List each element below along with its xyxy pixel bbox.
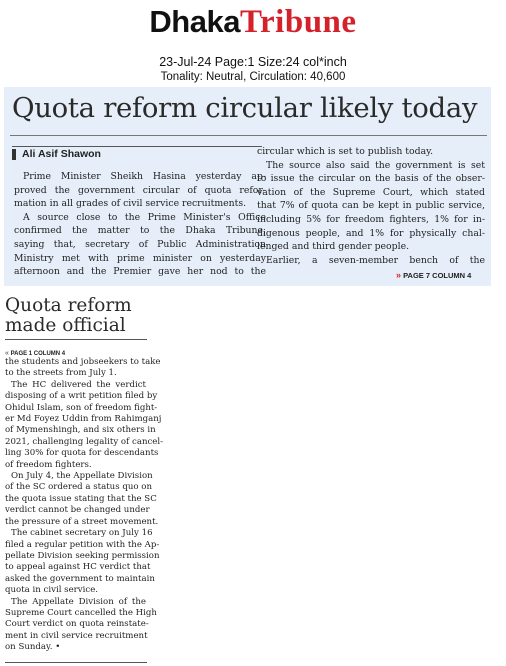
continuation-headline [5, 296, 132, 336]
body-line: saying that, secretary of Public Administration [14, 238, 266, 250]
masthead-dhaka: Dhaka [149, 4, 240, 39]
body-line: filed a regular petition with the Ap- [5, 539, 160, 550]
body-line: the pressure of a street movement. [5, 516, 159, 527]
body-line: asked the government to maintain [5, 573, 155, 584]
chevron-right-icon: » [396, 270, 402, 280]
body-line: quota in civil service. [5, 585, 99, 596]
body-line: on Sunday. • [5, 642, 61, 653]
continuation-column [5, 357, 164, 654]
body-line: the quota issue stating that the SC [5, 493, 157, 504]
body-line: to appeal against HC verdict that [5, 562, 151, 573]
body-line: lenged and third gender people. [257, 241, 410, 253]
jump-reference [396, 270, 471, 280]
body-line: 2021, challenging legality of cancel- [5, 436, 164, 447]
body-line: ling 30% for quota for descendants [5, 448, 159, 459]
body-line: Court verdict on quota reinstate- [5, 619, 149, 630]
body-line: the students and jobseekers to take [5, 357, 161, 367]
body-line: of freedom fighters. [5, 459, 92, 470]
article-headline: Quota reform circular likely today [12, 92, 478, 124]
body-line: of the SC ordered a status quo on [5, 482, 153, 493]
byline-author: Ali Asif Shawon [22, 148, 101, 160]
body-line: to issue the circular on the basis of the obser- [257, 173, 485, 185]
continuation-end-rule [5, 662, 147, 663]
byline [12, 146, 262, 162]
body-line: Prime Minister Sheikh Hasina yesterday ap- [23, 171, 266, 182]
body-line: The cabinet secretary on July 16 [11, 528, 153, 539]
body-line: Earlier, a seven-member bench of the [266, 254, 485, 266]
continuation-rule [5, 339, 147, 340]
body-line: confirmed the matter to the Dhaka Tribune, [14, 225, 266, 237]
continuation-headline-line: made official [5, 315, 126, 336]
body-line: The Appellate Division of the [11, 596, 146, 607]
body-line: Ohidul Islam, son of freedom fight- [5, 402, 158, 413]
article-column-1 [14, 170, 266, 279]
continued-from-reference [5, 350, 65, 357]
body-line: Supreme Court cancelled the High [5, 607, 157, 618]
body-line: of Mymenshingh, and six others in [5, 425, 156, 436]
body-line: digenous people, and 1% for physically chal- [257, 227, 485, 239]
masthead-tribune: Tribune [239, 4, 357, 40]
clip-meta-date-page: 23-Jul-24 Page:1 Size:24 col*inch [159, 55, 347, 69]
body-line: er Md Foyez Uddin from Rahimganj [5, 414, 162, 425]
body-line: to the streets from July 1. [5, 368, 117, 379]
clip-meta-tonality: Tonality: Neutral, Circulation: 40,600 [160, 71, 346, 83]
body-line: On July 4, the Appellate Division [11, 471, 153, 482]
body-line: The source also said the government is set [266, 159, 485, 171]
body-line: that 7% of quota can be kept in public service, [257, 200, 485, 212]
masthead-logo [0, 6, 506, 39]
body-line: including 5% for freedom fighters, 1% for in- [257, 213, 485, 225]
body-line: ment in civil service recruitment [5, 630, 148, 641]
byline-marker [12, 149, 16, 160]
body-line: proved the government circular of quota refor- [14, 184, 266, 196]
body-line: The HC delivered the verdict [11, 379, 146, 390]
body-line: circular which is set to publish today. [257, 146, 434, 157]
body-line: A source close to the Prime Minister's Office [23, 211, 266, 223]
body-line: mation in all grades of civil service recruitments. [14, 198, 247, 210]
body-line: Ministry met with prime minister on yesterday [14, 252, 266, 264]
headline-rule [10, 135, 487, 136]
continuation-headline-line: Quota reform [5, 295, 132, 316]
jump-label: PAGE 7 COLUMN 4 [403, 271, 472, 280]
chevron-left-icon: « [5, 350, 9, 357]
body-line: disposing of a writ petition filed by [5, 391, 158, 402]
body-line: verdict cannot be changed under [5, 505, 150, 516]
body-line: afternoon and the Premier gave her nod to the [14, 266, 266, 278]
article-column-2 [257, 145, 485, 267]
body-line: pellate Division seeking permission [5, 550, 160, 561]
body-line: vation of the Supreme Court, which stated [257, 186, 485, 198]
continued-label: PAGE 1 COLUMN 4 [10, 351, 66, 357]
